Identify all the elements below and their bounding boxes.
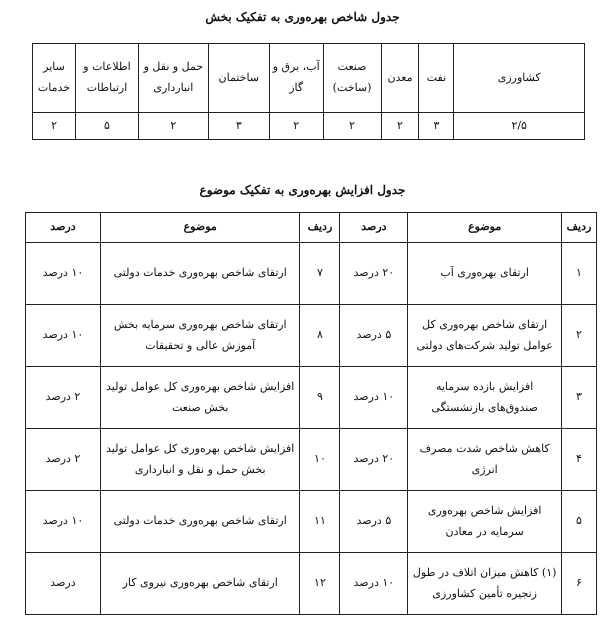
header-topic-2: موضوع [100, 213, 300, 243]
percent-cell: ۱۰ درصد [340, 553, 408, 615]
sector-value-cell: ۳ [208, 113, 269, 140]
topic-cell: (۱) کاهش میزان اتلاف در طول زنجیره تأمین کشاورزی [408, 553, 562, 615]
table-row [26, 491, 597, 553]
header-row-number: ردیف [562, 213, 597, 243]
row-number-2: ۱۱ [300, 491, 340, 553]
header-percent-2: درصد [26, 213, 101, 243]
percent-cell: ۵ درصد [340, 305, 408, 367]
percent-cell-2: ۱۰ درصد [26, 305, 101, 367]
row-number-2: ۷ [300, 243, 340, 305]
sector-value-cell: ۲ [269, 113, 323, 140]
topic-cell: ارتقای شاخص بهره‌وری کل عوامل تولید شرکت‌های دولتی [408, 305, 562, 367]
sector-value-cell: ۲ [138, 113, 208, 140]
row-number: ۳ [562, 367, 597, 429]
row-number-2: ۸ [300, 305, 340, 367]
topic-cell: افزایش شاخص بهره‌وری سرمایه در معادن [408, 491, 562, 553]
table-row [26, 367, 597, 429]
sector-value-cell: ۲ [33, 113, 76, 140]
topic-cell-2: ارتقای شاخص بهره‌وری خدمات دولتی [100, 243, 300, 305]
percent-cell: ۲۰ درصد [340, 429, 408, 491]
sector-value-cell: ۵ [76, 113, 139, 140]
topic-cell-2: ارتقای شاخص بهره‌وری خدمات دولتی [100, 491, 300, 553]
row-number: ۴ [562, 429, 597, 491]
percent-cell: ۵ درصد [340, 491, 408, 553]
sector-table [32, 43, 585, 140]
sector-value-row [33, 113, 585, 140]
sector-header-cell: اطلاعات و ارتباطات [76, 44, 139, 113]
row-number-2: ۹ [300, 367, 340, 429]
row-number-2: ۱۲ [300, 553, 340, 615]
topic-cell: ارتقای بهره‌وری آب [408, 243, 562, 305]
topic-header-row [26, 213, 597, 243]
topic-cell-2: ارتقای شاخص بهره‌وری نیروی کار [100, 553, 300, 615]
sector-header-row [33, 44, 585, 113]
percent-cell: ۲۰ درصد [340, 243, 408, 305]
sector-header-cell: حمل و نقل و انبارداری [138, 44, 208, 113]
header-row-number-2: ردیف [300, 213, 340, 243]
sector-header-cell: معدن [381, 44, 419, 113]
sector-header-cell: آب، برق و گاز [269, 44, 323, 113]
percent-cell-2: ۲ درصد [26, 367, 101, 429]
sector-header-cell: نفت [419, 44, 454, 113]
percent-cell-2: درصد [26, 553, 101, 615]
sector-header-cell: ساختمان [208, 44, 269, 113]
sector-table-title: جدول شاخص بهره‌وری به تفکیک بخش [205, 10, 400, 24]
table-row [26, 429, 597, 491]
header-topic: موضوع [408, 213, 562, 243]
topic-cell: افزایش بازده سرمایه صندوق‌های بازنشستگی [408, 367, 562, 429]
sector-value-cell: ۳ [419, 113, 454, 140]
topic-cell-2: ارتقای شاخص بهره‌وری سرمایه بخش آموزش عالی و تحقیقات [100, 305, 300, 367]
topic-table [25, 212, 597, 615]
sector-value-cell: ۲ [381, 113, 419, 140]
topic-cell-2: افزایش شاخص بهره‌وری کل عوامل تولید بخش صنعت [100, 367, 300, 429]
sector-header-cell: سایر خدمات [33, 44, 76, 113]
row-number: ۵ [562, 491, 597, 553]
topic-cell: کاهش شاخص شدت مصرف انرژی [408, 429, 562, 491]
topic-table-title: جدول افزایش بهره‌وری به تفکیک موضوع [199, 183, 406, 197]
percent-cell-2: ۲ درصد [26, 429, 101, 491]
row-number: ۶ [562, 553, 597, 615]
percent-cell-2: ۱۰ درصد [26, 243, 101, 305]
header-percent: درصد [340, 213, 408, 243]
sector-value-cell: ۲ [323, 113, 381, 140]
percent-cell-2: ۱۰ درصد [26, 491, 101, 553]
percent-cell: ۱۰ درصد [340, 367, 408, 429]
sector-header-cell: صنعت (ساخت) [323, 44, 381, 113]
row-number: ۱ [562, 243, 597, 305]
table-row [26, 305, 597, 367]
table-row [26, 553, 597, 615]
sector-value-cell: ۲/۵ [454, 113, 585, 140]
row-number-2: ۱۰ [300, 429, 340, 491]
row-number: ۲ [562, 305, 597, 367]
sector-header-cell: کشاورزی [454, 44, 585, 113]
topic-cell-2: افزایش شاخص بهره‌وری کل عوامل تولید بخش حمل و نقل و انبارداری [100, 429, 300, 491]
table-row [26, 243, 597, 305]
